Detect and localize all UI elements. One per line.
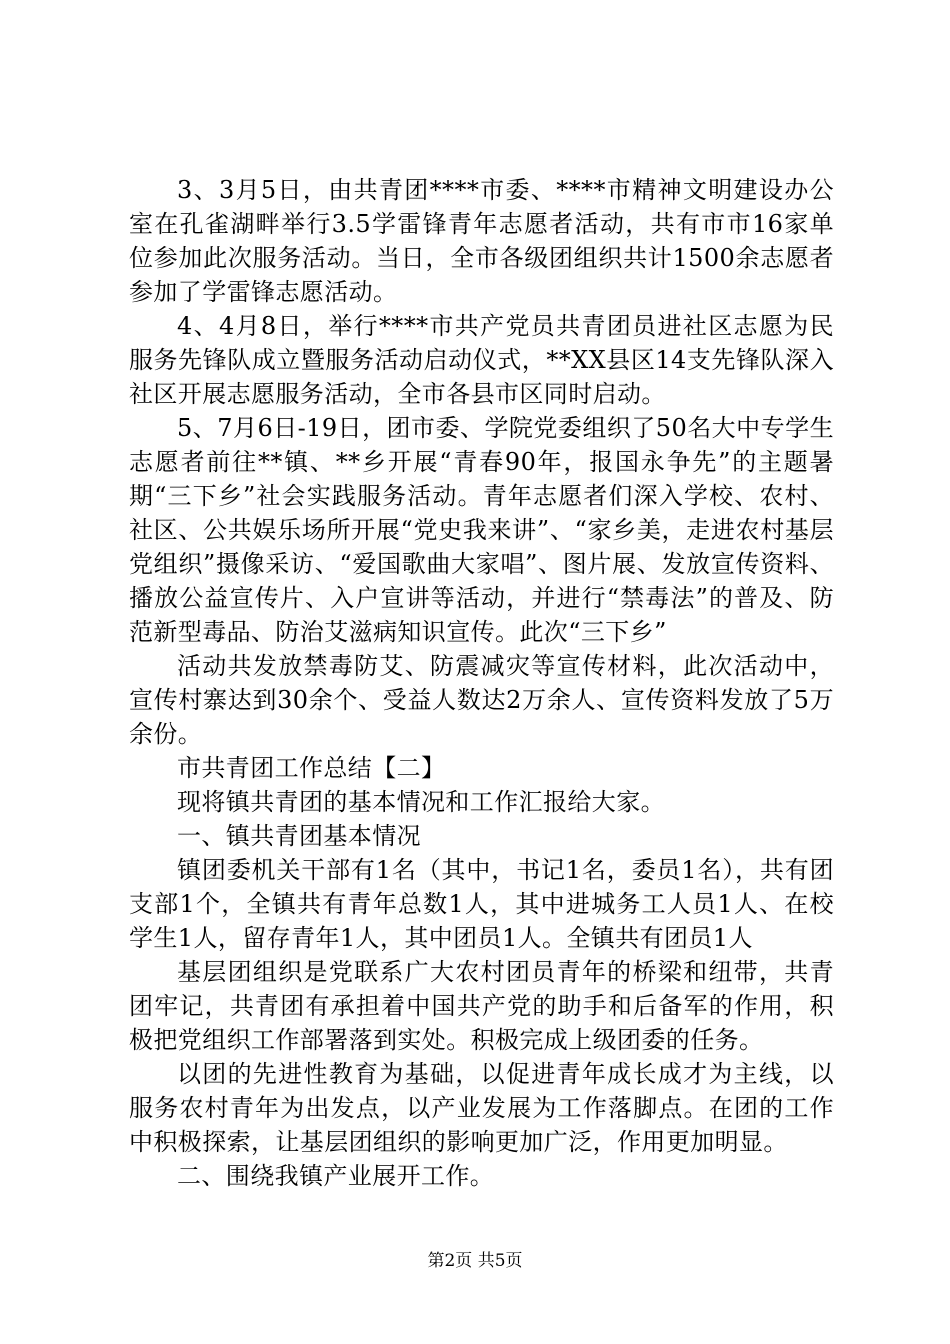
- paragraph-activity-4: 4、4月8日，举行****市共产党员共青团员进社区志愿为民服务先锋队成立暨服务活动启动仪式，**XX县区14支先锋队深入社区开展志愿服务活动，全市各县市区同时启动。: [129, 312, 834, 408]
- paragraph-activity-5-continued: 活动共发放禁毒防艾、防震减灾等宣传材料，此次活动中，宣传村寨达到30余个、受益人数达2万余人、宣传资料发放了5万余份。: [129, 652, 834, 748]
- section-heading-industry: 二、围绕我镇产业展开工作。: [177, 1162, 495, 1190]
- document-body: [129, 173, 834, 1193]
- paragraph-activity-5: 5、7月6日-19日，团市委、学院党委组织了50名大中专学生志愿者前往**镇、**乡开展“青春90年，报国永争先”的主题暑期“三下乡”社会实践服务活动。青年志愿者们深入学校、农村、社区、公共娱乐场所开展“党史我来讲”、“家乡美，走进农村基层党组织”摄像采访、“爱国歌曲大家唱”、图片展、发放宣传资料、播放公益宣传片、入户宣讲等活动，并进行“禁毒法”的普及、防范新型毒品、防治艾滋病知识宣传。此次“三下乡”: [129, 414, 834, 646]
- paragraph-intro: 现将镇共青团的基本情况和工作汇报给大家。: [177, 788, 665, 816]
- paragraph-activity-3: 3、3月5日，由共青团****市委、****市精神文明建设办公室在孔雀湖畔举行3.5学雷锋青年志愿者活动，共有市市16家单位参加此次服务活动。当日，全市各级团组织共计1500余志愿者参加了学雷锋志愿活动。: [129, 176, 834, 306]
- section-heading-basic-info: 一、镇共青团基本情况: [177, 822, 421, 850]
- paragraph-education: 以团的先进性教育为基础，以促进青年成长成才为主线，以服务农村青年为出发点，以产业发展为工作落脚点。在团的工作中积极探索，让基层团组织的影响更加广泛，作用更加明显。: [129, 1060, 834, 1156]
- section-heading-summary-two: 市共青团工作总结【二】: [177, 754, 446, 782]
- paragraph-staff-info: 镇团委机关干部有1名（其中，书记1名，委员1名），共有团支部1个，全镇共有青年总数1人，其中进城务工人员1人、在校学生1人，留存青年1人，其中团员1人。全镇共有团员1人: [129, 856, 834, 952]
- paragraph-grassroots: 基层团组织是党联系广大农村团员青年的桥梁和纽带，共青团牢记，共青团有承担着中国共产党的助手和后备军的作用，积极把党组织工作部署落到实处。积极完成上级团委的任务。: [129, 958, 834, 1054]
- page-footer: 第2页 共5页: [427, 1251, 523, 1271]
